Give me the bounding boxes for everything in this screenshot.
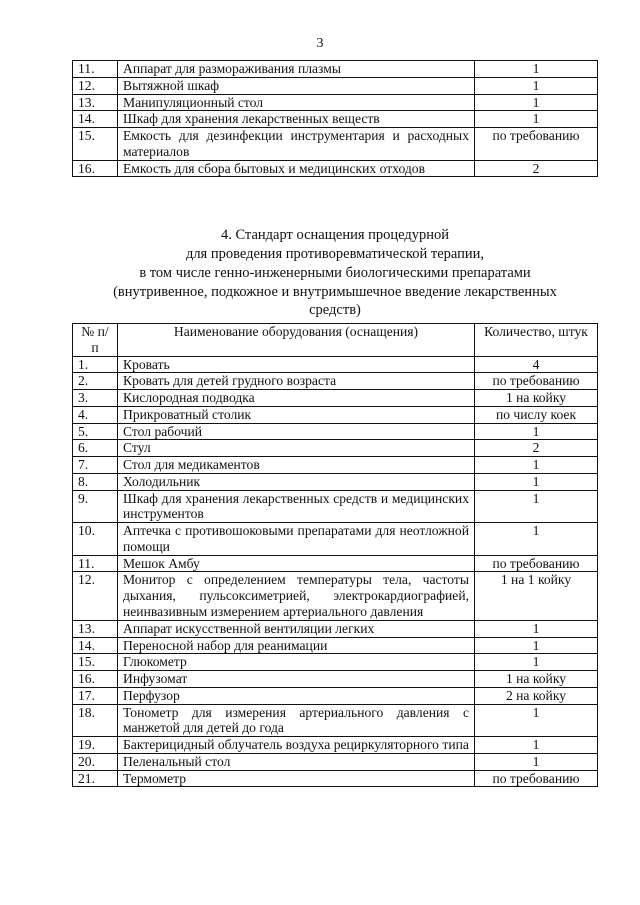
table-row [73, 737, 598, 754]
table-row [73, 555, 598, 572]
table-row [73, 356, 598, 373]
table-row [73, 473, 598, 490]
row-equipment-name: Шкаф для хранения лекарственных средств и медицинских инструментов [118, 490, 475, 523]
equipment-table-continued [72, 60, 598, 177]
row-number: 12. [73, 77, 118, 94]
row-equipment-name: Кровать [118, 356, 475, 373]
row-equipment-name: Инфузомат [118, 671, 475, 688]
row-quantity: по требованию [475, 373, 598, 390]
table-row [73, 128, 598, 161]
row-number: 13. [73, 94, 118, 111]
row-number: 14. [73, 111, 118, 128]
row-quantity: 2 [475, 160, 598, 177]
row-quantity: 1 [475, 637, 598, 654]
row-quantity: 1 [475, 77, 598, 94]
row-quantity: 4 [475, 356, 598, 373]
row-equipment-name: Монитор с определением температуры тела, частоты дыхания, пульсоксиметрией, электрокардиографией, неинвазивным измерением артериального давления [118, 572, 475, 620]
row-number: 14. [73, 637, 118, 654]
row-equipment-name: Аппарат искусственной вентиляции легких [118, 620, 475, 637]
row-number: 1. [73, 356, 118, 373]
table-row [73, 654, 598, 671]
row-equipment-name: Емкость для дезинфекции инструментария и расходных материалов [118, 128, 475, 161]
row-quantity: 2 [475, 440, 598, 457]
table-row [73, 373, 598, 390]
row-quantity: 1 на койку [475, 671, 598, 688]
row-quantity: 1 [475, 61, 598, 78]
procedure-room-equipment-table [72, 323, 598, 787]
row-equipment-name: Стол для медикаментов [118, 457, 475, 474]
table-row [73, 77, 598, 94]
row-equipment-name: Кислородная подводка [118, 390, 475, 407]
row-number: 7. [73, 457, 118, 474]
row-equipment-name: Емкость для сбора бытовых и медицинских отходов [118, 160, 475, 177]
table-row [73, 160, 598, 177]
row-number: 20. [73, 753, 118, 770]
table-row [73, 457, 598, 474]
row-equipment-name: Глюкометр [118, 654, 475, 671]
row-quantity: 1 на 1 койку [475, 572, 598, 620]
row-number: 8. [73, 473, 118, 490]
table-row [73, 753, 598, 770]
row-number: 21. [73, 770, 118, 787]
page-number: 3 [316, 36, 324, 51]
row-number: 9. [73, 490, 118, 523]
row-quantity: 1 [475, 654, 598, 671]
section-title-line: (внутривенное, подкожное и внутримышечное введение лекарственных [113, 283, 557, 300]
row-number: 12. [73, 572, 118, 620]
row-equipment-name: Аптечка с противошоковыми препаратами для неотложной помощи [118, 523, 475, 556]
row-equipment-name: Перфузор [118, 687, 475, 704]
table-row [73, 94, 598, 111]
row-quantity: 1 [475, 423, 598, 440]
section-title-line: для проведения противоревматической терапии, [185, 245, 485, 262]
table-row [73, 770, 598, 787]
table-header-row [73, 324, 598, 357]
row-quantity: 1 [475, 620, 598, 637]
row-number: 18. [73, 704, 118, 737]
table-row [73, 620, 598, 637]
table-row [73, 440, 598, 457]
row-quantity: 1 [475, 490, 598, 523]
row-equipment-name: Стол рабочий [118, 423, 475, 440]
row-equipment-name: Термометр [118, 770, 475, 787]
row-number: 19. [73, 737, 118, 754]
row-equipment-name: Аппарат для размораживания плазмы [118, 61, 475, 78]
header-number: № п/п [73, 324, 118, 357]
row-quantity: по требованию [475, 555, 598, 572]
row-equipment-name: Манипуляционный стол [118, 94, 475, 111]
row-quantity: 1 [475, 111, 598, 128]
table-row [73, 671, 598, 688]
row-equipment-name: Шкаф для хранения лекарственных веществ [118, 111, 475, 128]
row-number: 11. [73, 555, 118, 572]
row-equipment-name: Бактерицидный облучатель воздуха рециркуляторного типа [118, 737, 475, 754]
row-quantity: 1 [475, 753, 598, 770]
table-row [73, 390, 598, 407]
row-number: 13. [73, 620, 118, 637]
row-equipment-name: Пеленальный стол [118, 753, 475, 770]
table-row [73, 406, 598, 423]
table-row [73, 687, 598, 704]
row-number: 15. [73, 654, 118, 671]
table-row [73, 637, 598, 654]
row-number: 11. [73, 61, 118, 78]
table-row [73, 61, 598, 78]
row-quantity: 1 [475, 523, 598, 556]
row-quantity: 1 [475, 473, 598, 490]
row-number: 16. [73, 671, 118, 688]
header-quantity: Количество, штук [475, 324, 598, 357]
row-equipment-name: Мешок Амбу [118, 555, 475, 572]
table-row [73, 111, 598, 128]
row-quantity: 1 [475, 704, 598, 737]
row-quantity: по числу коек [475, 406, 598, 423]
row-equipment-name: Тонометр для измерения артериального давления с манжетой для детей до года [118, 704, 475, 737]
row-quantity: 1 [475, 457, 598, 474]
row-number: 2. [73, 373, 118, 390]
table-row [73, 423, 598, 440]
section-title-line: в том числе генно-инженерными биологическими препаратами [139, 264, 531, 281]
row-quantity: 1 на койку [475, 390, 598, 407]
table-row [73, 490, 598, 523]
row-equipment-name: Переносной набор для реанимации [118, 637, 475, 654]
row-equipment-name: Вытяжной шкаф [118, 77, 475, 94]
row-number: 17. [73, 687, 118, 704]
row-number: 15. [73, 128, 118, 161]
row-quantity: по требованию [475, 770, 598, 787]
section-title-line: 4. Стандарт оснащения процедурной [220, 227, 450, 243]
row-number: 16. [73, 160, 118, 177]
header-equipment-name: Наименование оборудования (оснащения) [118, 324, 475, 357]
row-number: 5. [73, 423, 118, 440]
row-equipment-name: Прикроватный столик [118, 406, 475, 423]
row-equipment-name: Холодильник [118, 473, 475, 490]
row-quantity: 1 [475, 94, 598, 111]
row-quantity: 2 на койку [475, 687, 598, 704]
row-number: 6. [73, 440, 118, 457]
section-title [100, 226, 570, 320]
table-row [73, 572, 598, 620]
row-number: 3. [73, 390, 118, 407]
row-equipment-name: Стул [118, 440, 475, 457]
section-title-line: средств) [309, 302, 361, 319]
row-number: 4. [73, 406, 118, 423]
row-equipment-name: Кровать для детей грудного возраста [118, 373, 475, 390]
row-number: 10. [73, 523, 118, 556]
table-row [73, 523, 598, 556]
table-row [73, 704, 598, 737]
row-quantity: 1 [475, 737, 598, 754]
row-quantity: по требованию [475, 128, 598, 161]
